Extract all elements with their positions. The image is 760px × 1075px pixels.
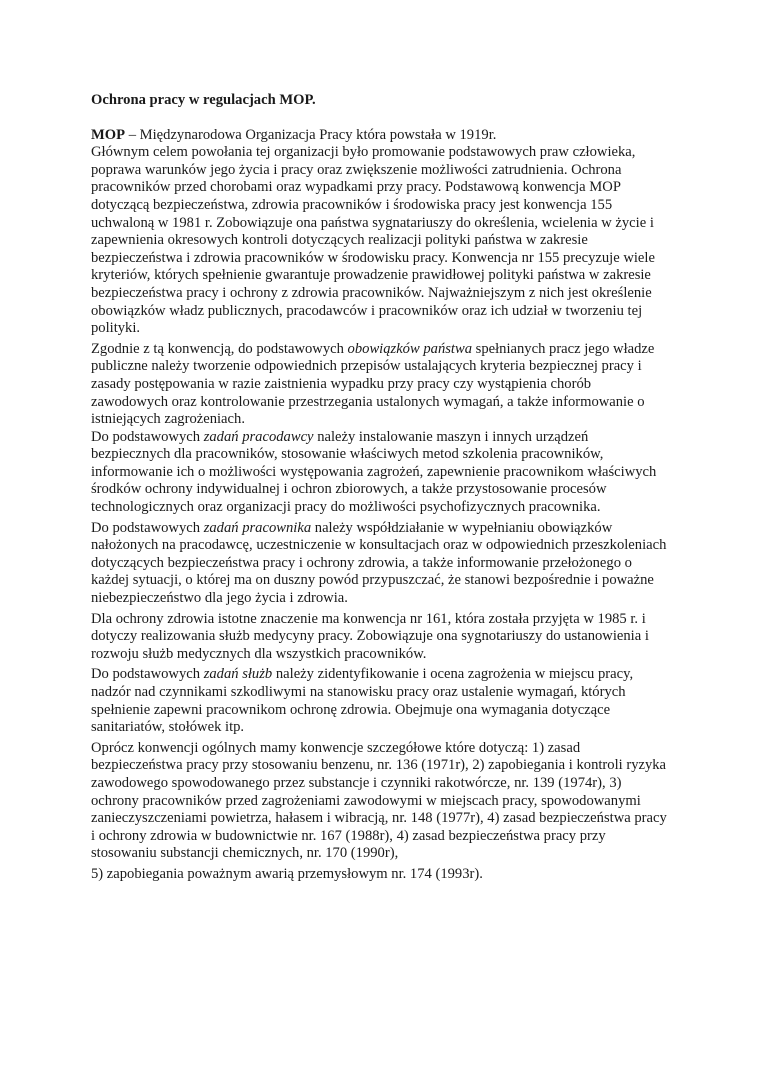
text-segment: spełnianych pracz jego władze publiczne należy tworzenie odpowiednich przepisów ustalających kryteria bezpiecznej pracy i zasady postępowania w razie zaistnienia wypadku przy pracy czy wystąpienia chorób zawodowych oraz kontrolowanie przestrzegania ustalonych wymagań, a także informowanie o istniejących zagrożeniach. xyxy=(91,340,655,428)
text-segment: należy zidentyfikowanie i ocena zagrożenia w miejscu pracy, nadzór nad czynnikami szkodliwymi na stanowisku pracy oraz ustalenie wymagań, których spełnienie zapewni pracownikom ochronę zdrowia. Obejmuje ona wymagania dotyczące sanitariatów, stołówek itp. xyxy=(91,666,634,736)
emphasis-employer-tasks: zadań pracodawcy xyxy=(203,428,314,445)
paragraph-convention-161: Dla ochrony zdrowia istotne znaczenie ma konwencja nr 161, która została przyjęta w 1985 r. i dotyczy realizowania służb medycyny pracy. Zobowiązuje ona sygnotariuszy do ustanowienia i rozwoju służb medycznych dla wszystkich pracowników. xyxy=(91,610,649,662)
text-segment: należy instalowanie maszyn i innych urządzeń bezpiecznych dla pracowników, stosowanie właściwych metod szkolenia pracowników, informowanie ich o możliwości występowania zagrożeń, zapewnienie pracownikom właściwych środków ochrony indywidualnej i ochron zbiorowych, a także przystosowanie procesów technologicznych oraz organizacji pracy do możliwości psychofizycznych pracownika. xyxy=(91,428,657,516)
paragraph-convention-155: Głównym celem powołania tej organizacji było promowanie podstawowych praw człowieka, poprawa warunków jego życia i pracy oraz zwiększenie możliwości zatrudnienia. Ochrona pracowników przed chorobami oraz wypadkami przy pracy. Podstawową konwencja MOP dotyczącą bezpieczeństwa, zdrowia pracowników i środowiska pracy jest konwencja 155 uchwaloną w 1981 r. Zobowiązuje ona państwa sygnatariuszy do określenia, wcielenia w życie i zapewnienia okresowych kontroli dotyczących realizacji polityki państwa w zakresie bezpieczeństwa i zdrowia pracowników w środowisku pracy. Konwencja nr 155 precyzuje wiele kryteriów, których spełnienie gwarantuje prowadzenie prawidłowej polityki państwa w zakresie bezpieczeństwa pracy i ochrony z zdrowia pracowników. Najważniejszym z nich jest określenie obowiązków władz publicznych, pracodawców i pracowników oraz ich udział w tworzeniu tej polityki. xyxy=(91,144,655,337)
text-segment: Zgodnie z tą konwencją, do podstawowych xyxy=(91,340,348,357)
document-page xyxy=(91,92,671,887)
paragraph-employee-tasks xyxy=(91,520,671,608)
text-segment: Do podstawowych xyxy=(91,666,204,683)
paragraph-detailed-conventions: Oprócz konwencji ogólnych mamy konwencje szczegółowe które dotyczą: 1) zasad bezpieczeństwa pracy przy stosowaniu benzenu, nr. 136 (1971r), 2) zapobiegania i kontroli ryzyka zawodowego spowodowanego przez substancje i czynniki rakotwórcze, nr. 139 (1974r), 3) ochrony pracowników przed zagrożeniami zawodowymi w miejscach pracy, spowodowanymi zanieczyszczeniami powietrza, hałasem i wibracją, nr. 148 (1977r), 4) zasad bezpieczeństwa pracy i ochrony zdrowia w budownictwie nr. 167 (1988r), 4) zasad bezpieczeństwa pracy przy stosowaniu substancji chemicznych, nr. 170 (1990r), xyxy=(91,739,667,862)
text-segment: należy współdziałanie w wypełnianiu obowiązków nałożonych na pracodawcę, uczestniczenie w konsultacjach oraz w odpowiednich przeszkoleniach dotyczących bezpieczeństwa pracy i ochrony zdrowia, a także informowanie przełożonego o każdej sytuacji, o której ma on duszny powód przypuszczać, że stanowi bezpośrednie i poważne niebezpieczeństwo dla jego życia i zdrowia. xyxy=(91,519,667,607)
paragraph-employer-tasks xyxy=(91,429,671,517)
paragraph-convention-174: 5) zapobiegania poważnym awarią przemysłowym nr. 174 (1993r). xyxy=(91,865,483,882)
paragraph-state-duties xyxy=(91,341,671,429)
emphasis-service-tasks: zadań służb xyxy=(203,666,273,683)
text-segment: Do podstawowych xyxy=(91,428,204,445)
emphasis-employee-tasks: zadań pracownika xyxy=(203,519,312,536)
paragraph-service-tasks xyxy=(91,666,671,736)
document-title: Ochrona pracy w regulacjach MOP. xyxy=(91,92,316,108)
emphasis-state-duties: obowiązków państwa xyxy=(347,340,473,357)
intro-paragraph xyxy=(91,127,671,145)
intro-term: MOP xyxy=(91,126,126,143)
text-segment: Do podstawowych xyxy=(91,519,204,536)
intro-rest: – Międzynarodowa Organizacja Pracy która powstała w 1919r. xyxy=(125,126,497,143)
